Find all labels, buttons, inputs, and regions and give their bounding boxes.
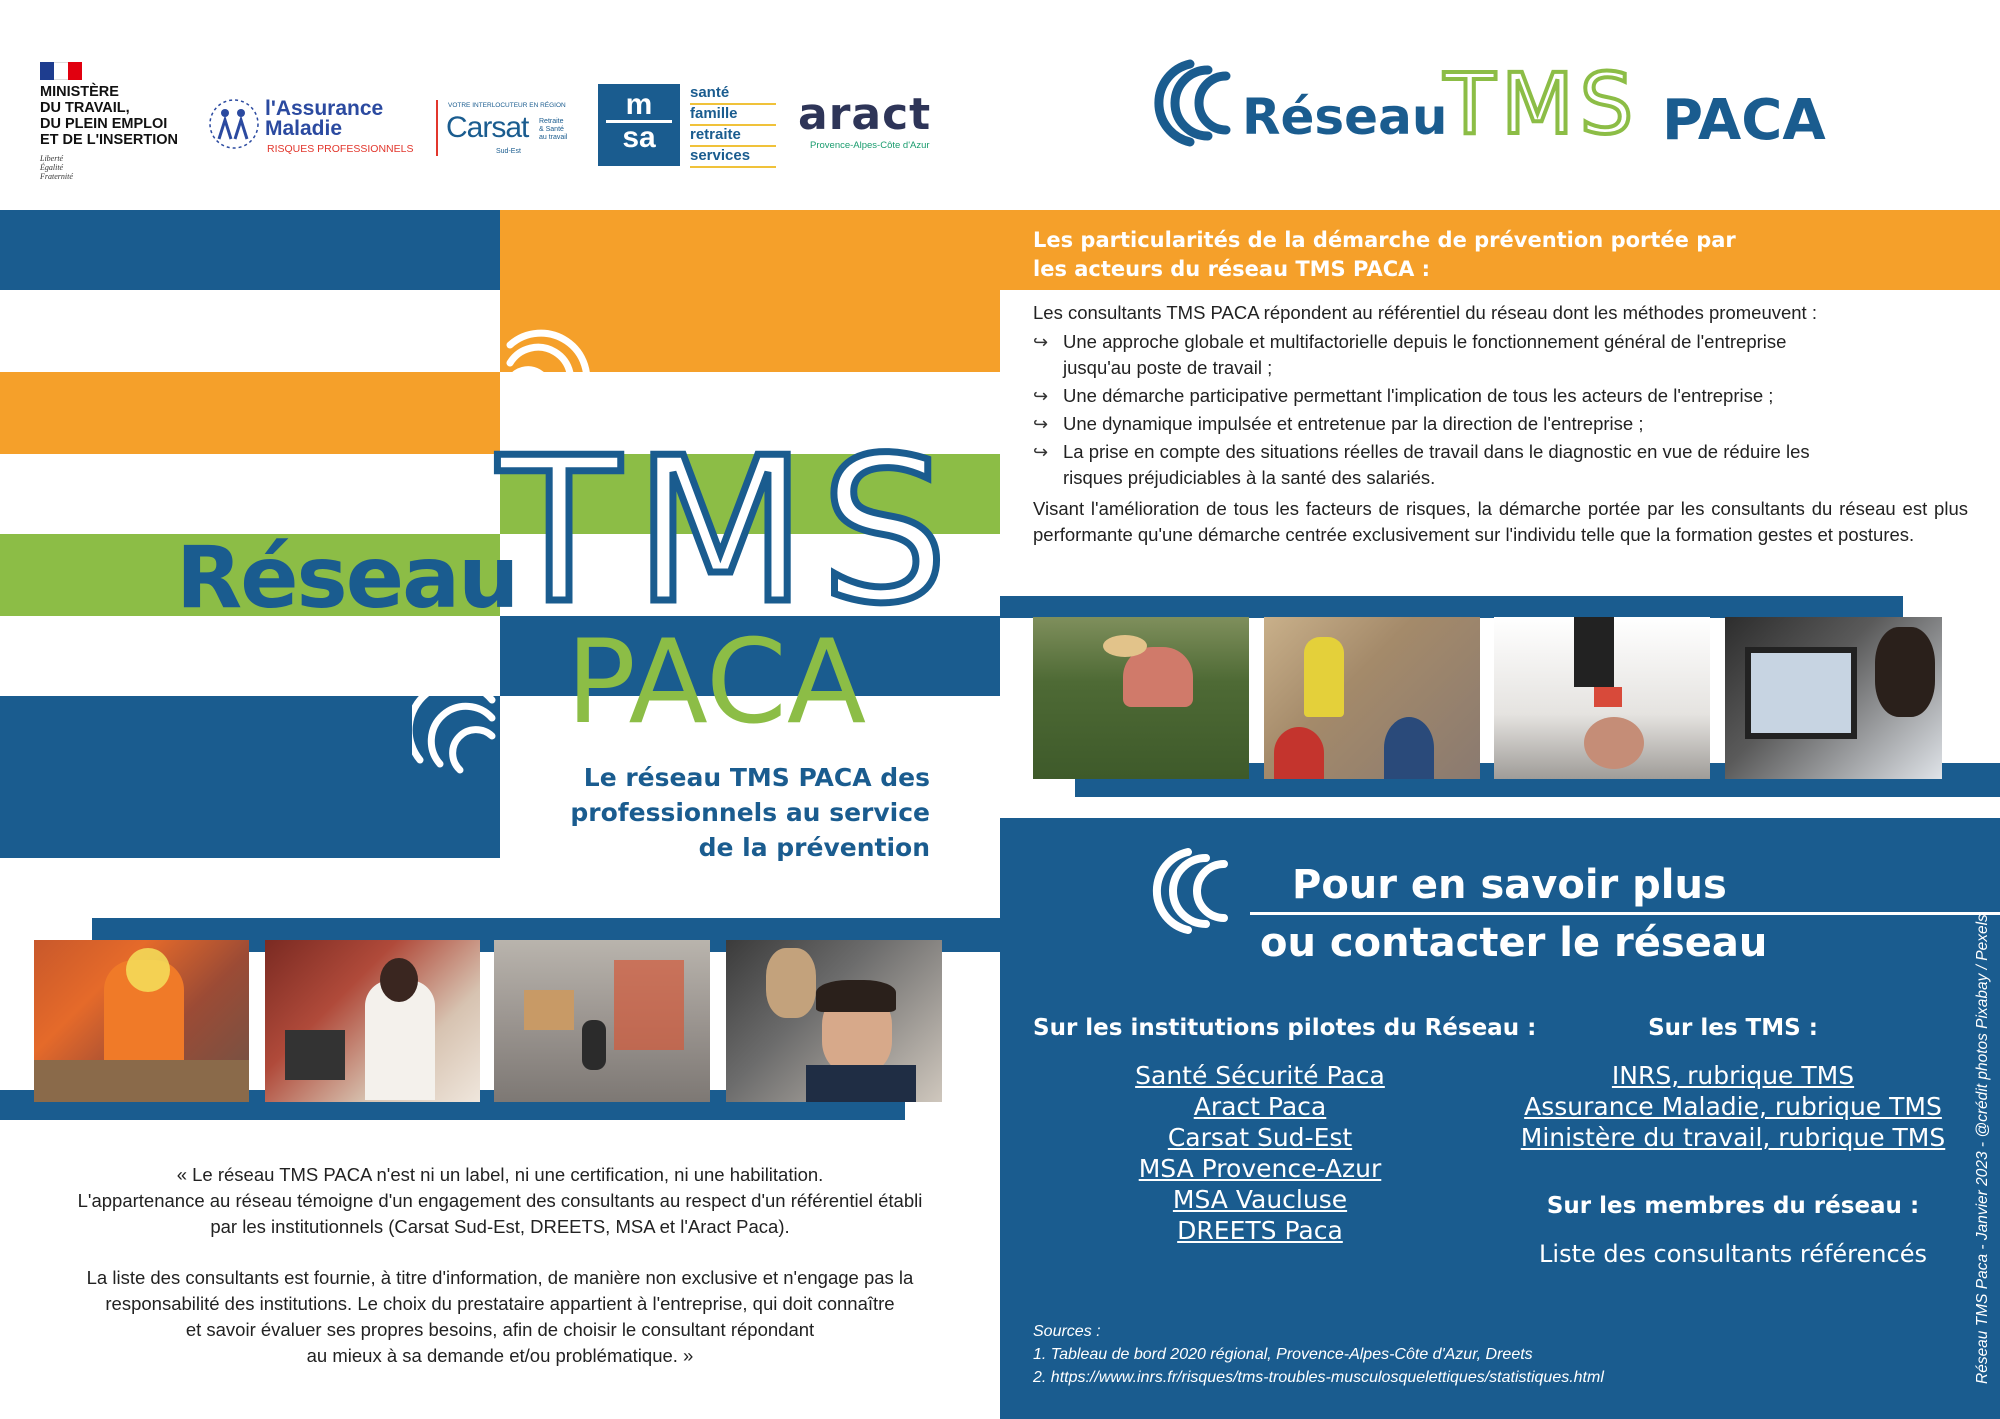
bullet-text: Une démarche participative permettant l'implication de tous les acteurs de l'entreprise ; <box>1063 385 1774 406</box>
link-carsat-sud-est[interactable]: Carsat Sud-Est <box>1167 1123 1353 1152</box>
hook-arrow-icon: ↪ <box>1033 442 1049 462</box>
methods-intro: Les consultants TMS PACA répondent au référentiel du réseau dont les méthodes promeuvent : <box>1033 302 1817 323</box>
motto-line: Égalité <box>40 163 64 172</box>
msa-item: santé <box>690 84 776 105</box>
contact-title-rule <box>1250 912 2000 915</box>
msa-logo <box>598 84 778 166</box>
quote-line: et savoir évaluer ses propres besoins, afin de choisir le consultant répondant <box>185 1319 815 1340</box>
photo-credit: Réseau TMS Paca - Janvier 2023 - @crédit photos Pixabay / Pexels <box>1974 914 1991 1384</box>
link-consultants-list[interactable]: Liste des consultants référencés <box>1539 1240 1927 1268</box>
motto-line: Fraternité <box>40 172 73 181</box>
assurance-line: l'Assurance <box>265 97 384 120</box>
bullet-item <box>1033 329 1968 381</box>
msa-mark-icon: m sa <box>598 84 680 166</box>
brand-paca: PACA <box>1662 88 1826 153</box>
methods-body <box>1033 300 1968 548</box>
wave-icon <box>412 690 502 800</box>
institutions-heading: Sur les institutions pilotes du Réseau : <box>1033 1015 1537 1041</box>
big-reseau: Réseau <box>176 528 518 628</box>
tms-heading: Sur les TMS : <box>1648 1015 1818 1041</box>
photo-warehouse <box>494 940 710 1102</box>
sources-label: Sources : <box>1033 1323 1101 1340</box>
assurance-maladie-people-icon <box>205 95 263 153</box>
bullet-item <box>1033 383 1968 409</box>
link-dreets-paca[interactable]: DREETS Paca <box>1177 1216 1343 1245</box>
quote-line: responsabilité des institutions. Le choix du prestataire appartient à l'entreprise, qui doit connaître <box>105 1293 895 1314</box>
quote-line: au mieux à sa demande et/ou problématique. » <box>306 1345 694 1366</box>
link-sante-securite-paca[interactable]: Santé Sécurité Paca <box>1135 1061 1385 1090</box>
bullet-text: jusqu'au poste de travail ; <box>1063 357 1273 378</box>
quote-line: La liste des consultants est fournie, à titre d'information, de manière non exclusive et n'engage pas la <box>86 1267 914 1288</box>
wave-icon <box>500 305 590 415</box>
photo-band-top-right <box>1000 596 1903 618</box>
assurance-maladie-logo <box>205 95 430 165</box>
msa-item: services <box>690 147 776 168</box>
bullet-text: Une dynamique impulsée et entretenue par la direction de l'entreprise ; <box>1063 413 1644 434</box>
tagline <box>540 760 930 865</box>
bullet-item <box>1033 411 1968 437</box>
institutions-links <box>1110 1060 1410 1246</box>
particularites-heading <box>1033 226 1736 284</box>
stripe-orange-2 <box>0 372 500 454</box>
carsat-logo <box>436 100 576 160</box>
aract-region: Provence-Alpes-Côte d'Azur <box>810 140 930 151</box>
aract-logo <box>798 89 958 162</box>
brand-reseau: Réseau <box>1242 88 1448 146</box>
wave-icon <box>1142 54 1232 154</box>
carsat-name: Carsat <box>446 111 529 144</box>
link-ministere-travail-tms[interactable]: Ministère du travail, rubrique TMS <box>1520 1123 1946 1152</box>
ministry-line: DU TRAVAIL, <box>40 100 130 116</box>
link-inrs-tms[interactable]: INRS, rubrique TMS <box>1611 1061 1855 1090</box>
photo-office-worker <box>1725 617 1942 779</box>
contact-title-2: ou contacter le réseau <box>1260 920 1768 966</box>
methods-closing: Visant l'amélioration de tous les facteurs de risques, la démarche portée par les consultants du réseau est plus performante qu'une démarche centrée exclusivement sur l'individu telle que la formation gestes et postures. <box>1033 498 1968 545</box>
brand-tms: TMS <box>1444 55 1640 153</box>
link-aract-paca[interactable]: Aract Paca <box>1193 1092 1327 1121</box>
source-line: 1. Tableau de bord 2020 régional, Provence-Alpes-Côte d'Azur, Dreets <box>1033 1346 1533 1363</box>
bullet-text: La prise en compte des situations réelles de travail dans le diagnostic en vue de réduire les <box>1063 441 1810 462</box>
carsat-top: VOTRE INTERLOCUTEUR EN RÉGION <box>448 102 566 109</box>
heading-line: les acteurs du réseau TMS PACA : <box>1033 257 1431 281</box>
sources <box>1033 1320 1893 1389</box>
ministry-line: MINISTÈRE <box>40 84 119 100</box>
photo-hairdresser <box>726 940 942 1102</box>
photo-farm-worker <box>1033 617 1249 779</box>
assurance-sub: RISQUES PROFESSIONNELS <box>267 143 414 155</box>
stripe-navy-1 <box>0 210 500 290</box>
link-msa-provence-azur[interactable]: MSA Provence-Azur <box>1138 1154 1382 1183</box>
photo-cashier <box>265 940 480 1102</box>
hook-arrow-icon: ↪ <box>1033 386 1049 406</box>
msa-item: retraite <box>690 126 776 147</box>
tagline-line: professionnels au service <box>570 798 930 827</box>
ministry-line: ET DE L'INSERTION <box>40 132 178 148</box>
contact-title-1: Pour en savoir plus <box>1292 862 1727 908</box>
assurance-line: Maladie <box>265 117 343 140</box>
source-line: 2. https://www.inrs.fr/risques/tms-troubles-musculosquelettiques/statistiques.html <box>1033 1369 1604 1386</box>
quote-line: L'appartenance au réseau témoigne d'un engagement des consultants au respect d'un référentiel établi <box>77 1190 923 1211</box>
members-heading: Sur les membres du réseau : <box>1546 1193 1920 1219</box>
msa-item: famille <box>690 105 776 126</box>
carsat-region: Sud-Est <box>496 148 521 155</box>
quote-line: par les institutionnels (Carsat Sud-Est, DREETS, MSA et l'Aract Paca). <box>210 1216 790 1237</box>
photo-classroom <box>1264 617 1480 779</box>
bullet-text: Une approche globale et multifactorielle depuis le fonctionnement général de l'entreprise <box>1063 331 1787 352</box>
bullet-text: risques préjudiciables à la santé des salariés. <box>1063 467 1436 488</box>
header-brand <box>1140 50 1840 160</box>
motto-line: Liberté <box>40 154 64 163</box>
big-tms: TMS <box>498 415 962 648</box>
wave-icon <box>1140 842 1230 942</box>
photo-worker-grinder <box>34 940 249 1102</box>
bullet-item <box>1033 439 1968 491</box>
link-assurance-maladie-tms[interactable]: Assurance Maladie, rubrique TMS <box>1524 1092 1942 1121</box>
ministry-logo <box>40 62 200 192</box>
aract-name: aract <box>798 89 932 140</box>
heading-line: Les particularités de la démarche de prévention portée par <box>1033 228 1736 252</box>
hook-arrow-icon: ↪ <box>1033 332 1049 352</box>
disclaimer-quote <box>30 1162 970 1369</box>
photo-technician <box>1494 617 1710 779</box>
tms-links <box>1500 1060 1966 1153</box>
big-paca: PACA <box>566 615 867 750</box>
hook-arrow-icon: ↪ <box>1033 414 1049 434</box>
quote-line: « Le réseau TMS PACA n'est ni un label, ni une certification, ni une habilitation. <box>176 1164 824 1185</box>
carsat-side: & Santé <box>539 126 564 133</box>
carsat-side: Retraite <box>539 118 564 125</box>
tagline-line: Le réseau TMS PACA des <box>583 763 930 792</box>
link-msa-vaucluse[interactable]: MSA Vaucluse <box>1172 1185 1348 1214</box>
french-flag-icon <box>40 62 82 80</box>
ministry-line: DU PLEIN EMPLOI <box>40 116 168 132</box>
carsat-side: au travail <box>539 134 568 141</box>
tagline-line: de la prévention <box>698 833 930 862</box>
